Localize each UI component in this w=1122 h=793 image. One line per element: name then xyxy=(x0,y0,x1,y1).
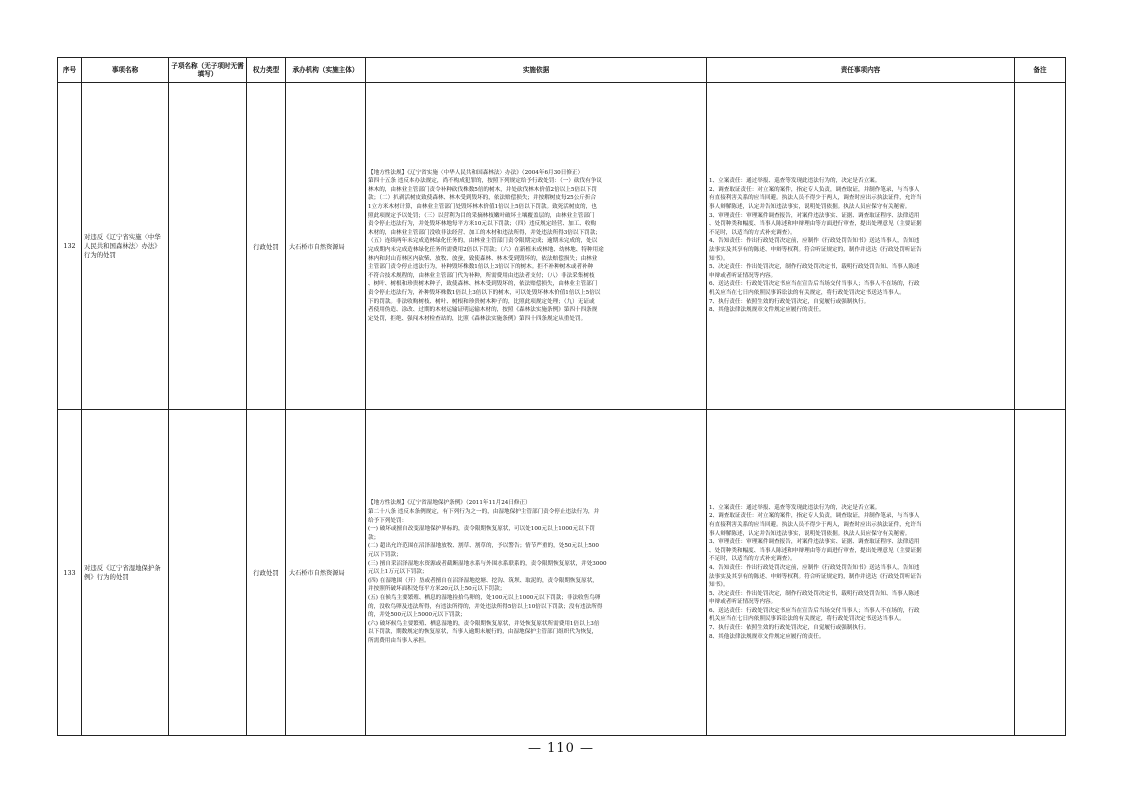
text-line: 以下罚款，期数规定的恢复原状，当事人逾期未履行的，由湿地保护主管部门组织代为恢复， xyxy=(368,629,598,636)
text-line: 3、审理责任：审理案件调查报告，对案件违法事实、证据、调查取证程序、法律适用 xyxy=(709,212,920,219)
row-responsibility xyxy=(707,410,1015,736)
header-basis: 实施依据 xyxy=(366,58,707,83)
text-line: 有直接利害关系的应当回避。执法人员不得少于两人，调查时应出示执法证件，允许当 xyxy=(709,521,922,528)
text-line: （五）连续两年未完成造林绿化任务的，由林业主管部门责令限期完成；逾期未完成的，处以 xyxy=(368,238,598,245)
text-line: 不足时，以适当的方式补充调查）。 xyxy=(709,556,796,563)
text-line: (六) 破坏候鸟主要繁殖、栖息湿地的，责令限期恢复原状，并处恢复原状所需费用1倍以上3倍 xyxy=(368,620,600,627)
text-line: 不符合技术规程的，由林业主管部门代为补种，所需费用由违法者支付；（八）非法采集树枝 xyxy=(368,272,595,279)
text-line: 8、其他法律法规规章文件规定应履行的责任。 xyxy=(709,307,825,314)
text-line: 林木的，由林业主管部门责令补种砍伐株数5倍的树木，并处砍伐林木价值2倍以上5倍以下罚 xyxy=(368,186,597,193)
page-number: — 110 — xyxy=(527,741,595,756)
table-row xyxy=(58,83,1066,410)
text-line: 责令停止违法行为，并处毁坏林地每平方米10元以下罚款；（四）违反规定经营、加工、收购 xyxy=(368,221,597,228)
text-line: (四) 在湿地围（开）垦或者擅自在沼泽湿地挖塘、挖沟、筑坝、取泥的，责令限期恢复原状， xyxy=(368,577,598,584)
header-org: 承办机构（实施主体） xyxy=(286,58,366,83)
text-line: 6、送达责任：行政处罚决定书应当在宣告后当场交付当事人；当事人不在场的，行政 xyxy=(709,281,920,288)
text-line: 完成期内未完成造林绿化任务所需费用2倍以下罚款；（六）在新植未成林地、幼林地、特种用途 xyxy=(368,247,604,253)
text-line: 法事实及其享有的陈述、申辩等权利。符合听证规定的，制作并送达《行政处罚听证告 xyxy=(709,247,922,253)
row-sub-name xyxy=(169,83,247,410)
row-org: 大石桥市自然资源局 xyxy=(286,83,366,410)
text-line: 、处罚种类和幅度、当事人陈述和申辩理由等方面进行审查，提出处理意见（主要证据 xyxy=(709,221,922,228)
row-idx: 132 xyxy=(58,83,82,410)
header-sub-name: 子项名称（无子项时无需填写） xyxy=(169,58,247,83)
basis-text xyxy=(368,499,704,645)
text-line: 机关应当在七日内依照民事诉讼法的有关规定，将行政处罚决定书送达当事人。 xyxy=(709,289,905,296)
row-responsibility xyxy=(707,83,1015,410)
text-line: 2、调查取证责任：对立案的案件，指定专人负责，调查取证，并制作笔录，与当事人 xyxy=(709,186,920,193)
text-line: 款；（二）扒剥活树皮致使森林、林木受到毁坏的，依法赔偿损失；并按解树皮每25公斤折合 xyxy=(368,195,597,202)
text-line: 主管部门责令停止违法行为，补种毁坏株数1倍以上3倍以下的树木。拒不补种树木或者补种 xyxy=(368,264,594,271)
responsibility-text xyxy=(709,177,1012,315)
text-line: 6、送达责任：行政处罚决定书应当在宣告后当场交付当事人；当事人不在场的，行政 xyxy=(709,607,920,614)
header-name: 事项名称 xyxy=(82,58,169,83)
header-note: 备注 xyxy=(1015,58,1066,83)
row-note xyxy=(1015,83,1066,410)
text-line: 7、执行责任：依照生效的行政处罚决定，自觉履行或强制执行。 xyxy=(709,625,870,632)
text-line: 4、告知责任：作出行政处罚决定前，应制作《行政处罚告知书》送达当事人，告知违 xyxy=(709,238,920,245)
table-row xyxy=(58,410,1066,736)
text-line: 林内和封山育林区内砍柴、放牧、放蚕，致使森林、林木受到毁坏的，依法赔偿损失；由林业 xyxy=(368,255,598,262)
row-power-type: 行政处罚 xyxy=(247,410,286,736)
text-line: 给予下列处罚： xyxy=(368,517,408,524)
text-line: 3、审理责任：审理案件调查报告，对案件违法事实、证据、调查取证程序、法律适用 xyxy=(709,539,920,546)
text-line: 1立方米木材计算，由林业主管部门处毁坏林木价值1倍以上5倍以下罚款。致死活树皮的，也 xyxy=(368,204,597,211)
text-line: 元以下罚款； xyxy=(368,552,402,559)
row-basis xyxy=(366,410,707,736)
text-line: 责令停止违法行为，补种毁坏株数1倍以上3倍以下的树木，可以处毁坏林木价值1倍以上5倍以 xyxy=(368,289,601,296)
text-line: 不足时，以适当的方式补充调查）。 xyxy=(709,229,796,236)
text-line: 第四十五条 违反本办法规定，尚不构成犯罪的，按照下列规定给予行政处罚：（一）砍伐有争议 xyxy=(368,178,602,185)
text-line: 5、决定责任：作出处罚决定，制作行政处罚决定书，载明行政处罚告知、当事人陈述 xyxy=(709,590,920,597)
header-row xyxy=(58,58,1066,83)
text-line: 定处罚，拒绝、强闯木材检查站的，比照《森林法实施条例》第四十四条规定从重处罚。 xyxy=(368,315,587,322)
text-line: 事人辩解陈述，认定并告知违法事实，说明处罚依据。执法人员应保守有关秘密。 xyxy=(709,204,911,211)
responsibility-text xyxy=(709,504,1012,642)
text-line: 、树叶、树根和珍贵树木种子，致使森林、林木受到毁坏的，依法赔偿损失，由林业主管部门 xyxy=(368,281,598,288)
text-line: 事人辩解陈述，认定并告知违法事实，说明处罚依据。执法人员应保守有关秘密。 xyxy=(709,530,911,537)
header-idx: 序号 xyxy=(58,58,82,83)
text-line: 2、调查取证责任：对立案的案件，指定专人负责，调查取证，并制作笔录，与当事人 xyxy=(709,513,920,520)
row-idx: 133 xyxy=(58,410,82,736)
row-basis xyxy=(366,83,707,410)
text-line: 并按照所破坏面积处每平方米20元以上50元以下罚款； xyxy=(368,586,506,593)
header-power-type: 权力类型 xyxy=(247,58,286,83)
header-resp: 责任事项内容 xyxy=(707,58,1015,83)
text-line: 7、执行责任：依照生效的行政处罚决定，自觉履行或强制执行。 xyxy=(709,298,870,305)
text-line: 照此项规定予以处罚；（三）以营利为目的采摘林枝嫩叶破坏土壤覆盖层的，由林业主管部门 xyxy=(368,212,595,219)
text-line: 知书》。 xyxy=(709,255,729,262)
text-line: 5、决定责任：作出处罚决定，制作行政处罚决定书，载明行政处罚告知、当事人陈述 xyxy=(709,264,920,271)
row-org: 大石桥市自然资源局 xyxy=(286,410,366,736)
basis-text xyxy=(368,169,704,324)
text-line: (一) 破坏或擅自改变湿地保护界标的，责令限期恢复原状，可以处100元以上1000元以下罚 xyxy=(368,526,595,533)
text-line: 所需费用由当事人承担。 xyxy=(368,637,430,644)
text-line: 申辩或者听证情况等内容。 xyxy=(709,272,777,279)
row-sub-name xyxy=(169,410,247,736)
text-line: 【地方性法规】《辽宁省湿地保护条例》（2011年11月24日修正） xyxy=(368,500,531,507)
text-line: 第二十八条 违反本条例规定，有下列行为之一的，由湿地保护主管部门责令停止违法行为，并 xyxy=(368,509,600,516)
text-line: (三) 擅自采沼泽湿地水资源或者截断湿地水系与外围水系联系的，责令限期恢复原状，并处3000 xyxy=(368,560,607,567)
power-list-table xyxy=(57,57,1066,736)
text-line: 元以上1万元以下罚款； xyxy=(368,569,428,576)
text-line: 的，并处500元以上5000元以下罚款； xyxy=(368,612,466,619)
text-line: 款； xyxy=(368,534,380,541)
text-line: (二) 超出允许范围在沼泽湿地放牧、割草、割草的，予以警告；情节严重的，处50元以上500 xyxy=(368,543,599,550)
text-line: 1、立案责任：通过举报、巡查等发现此违法行为的，决定是否立案。 xyxy=(709,504,881,511)
text-line: 者使用伪造、涂改、过期的木材运输证明运输木材的，按照《森林法实施条例》第四十四条规 xyxy=(368,307,598,314)
text-line: 8、其他法律法规规章文件规定应履行的责任。 xyxy=(709,633,825,640)
text-line: 【地方性法规】《辽宁省实施〈中华人民共和国森林法〉办法》（2004年6月30日修正） xyxy=(368,169,584,176)
text-line: 申辩或者听证情况等内容。 xyxy=(709,599,777,606)
text-line: 下的罚款。非法收购树枝、树叶、树根和珍贵树木种子的，比照此项规定处理；（九）无证或 xyxy=(368,298,595,305)
text-line: 木材的，由林业主管部门没收非法经营、加工的木材和违法所得，并处违法所得3倍以下罚款； xyxy=(368,229,601,236)
row-note xyxy=(1015,410,1066,736)
text-line: 有直接利害关系的应当回避。执法人员不得少于两人，调查时应出示执法证件，允许当 xyxy=(709,195,922,202)
text-line: 的，没收鸟卵及违法所得，有违法所得的，并处违法所得5倍以上10倍以下罚款；没有违法所得 xyxy=(368,603,603,610)
row-item-name: 对违反《辽宁省湿地保护条例》行为的处罚 xyxy=(82,410,169,736)
text-line: 、处罚种类和幅度、当事人陈述和申辩理由等方面进行审查，提出处理意见（主要证据 xyxy=(709,547,922,554)
row-power-type: 行政处罚 xyxy=(247,83,286,410)
text-line: (五) 在候鸟主要繁殖、栖息的湿地捡拾鸟卵的，处100元以上1000元以下罚款；非法收售鸟卵 xyxy=(368,594,601,601)
text-line: 机关应当在七日内依照民事诉讼法的有关规定，将行政处罚决定书送达当事人。 xyxy=(709,616,905,623)
text-line: 知书》。 xyxy=(709,582,729,589)
text-line: 1、立案责任：通过举报、巡查等发现此违法行为的，决定是否立案。 xyxy=(709,178,881,185)
row-item-name: 对违反《辽宁省实施〈中华人民共和国森林法〉办法》行为的处罚 xyxy=(82,83,169,410)
text-line: 法事实及其享有的陈述、申辩等权利。符合听证规定的，制作并送达《行政处罚听证告 xyxy=(709,573,922,580)
text-line: 4、告知责任：作出行政处罚决定前，应制作《行政处罚告知书》送达当事人，告知违 xyxy=(709,564,920,571)
